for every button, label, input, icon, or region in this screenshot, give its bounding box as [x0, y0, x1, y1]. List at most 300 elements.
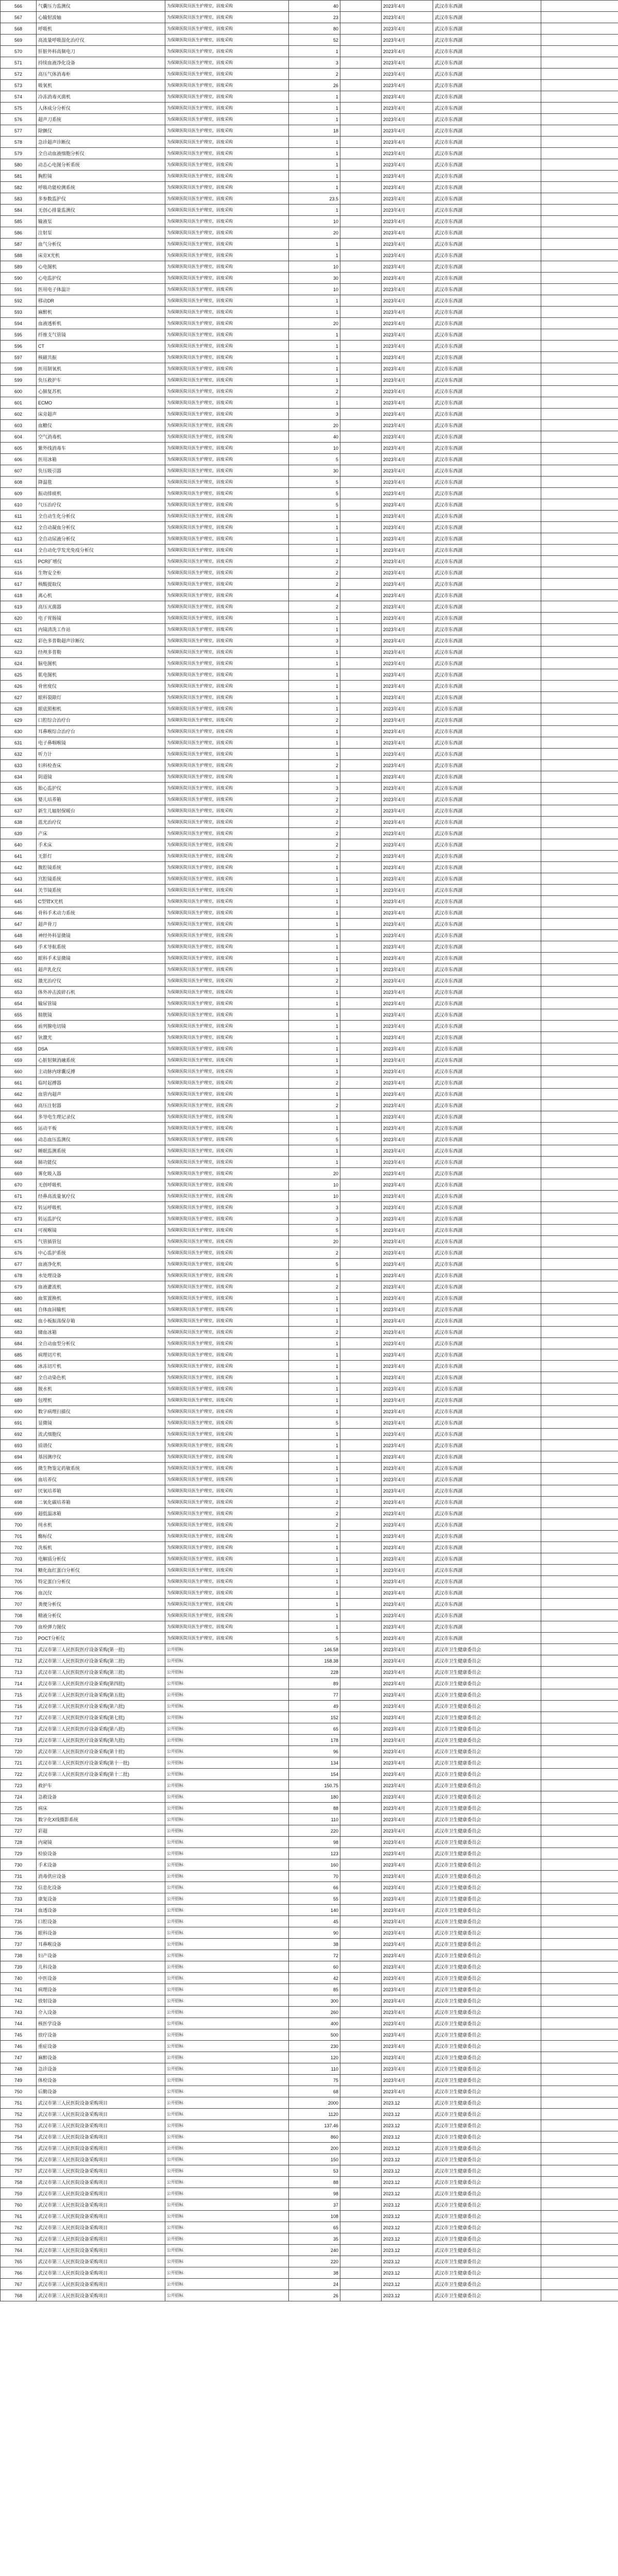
table-row: [1, 1157, 618, 1168]
table-cell: 1: [289, 885, 340, 896]
table-cell: 1: [289, 964, 340, 975]
table-cell: [340, 103, 382, 114]
table-row: [1, 1247, 618, 1259]
table-cell: 武汉市卫生健康委员会: [433, 1939, 541, 1950]
table-cell: 为保障医院员医生护理室，固废采购: [165, 1202, 289, 1213]
table-cell: 武汉市东西湖: [433, 1066, 541, 1077]
table-cell: [541, 1814, 618, 1825]
table-cell: 603: [1, 420, 37, 431]
table-cell: [340, 590, 382, 601]
table-row: [1, 692, 618, 703]
table-cell: 医用冰箱: [37, 454, 165, 465]
table-cell: [541, 1213, 618, 1225]
table-cell: 2023年4月: [382, 1372, 433, 1383]
table-cell: 全自动化学发光免疫分析仪: [37, 545, 165, 556]
table-cell: 2023年4月: [382, 1995, 433, 2007]
table-cell: [340, 1712, 382, 1723]
table-cell: [340, 1497, 382, 1508]
table-row: [1, 885, 618, 896]
table-cell: 583: [1, 193, 37, 205]
table-cell: 1: [289, 1440, 340, 1451]
table-cell: [340, 499, 382, 511]
table-cell: 手术床: [37, 839, 165, 851]
table-cell: 2023年4月: [382, 1225, 433, 1236]
table-cell: 2023年4月: [382, 284, 433, 295]
table-row: [1, 998, 618, 1009]
table-cell: 500: [289, 2029, 340, 2041]
table-cell: [340, 1315, 382, 1327]
table-cell: [340, 1293, 382, 1304]
table-cell: 武汉市东西湖: [433, 930, 541, 941]
table-cell: 为保障医院员医生护理室，固废采购: [165, 805, 289, 817]
table-cell: [340, 975, 382, 987]
table-cell: 2023年4月: [382, 125, 433, 137]
table-cell: [541, 2199, 618, 2211]
table-cell: 为保障医院员医生护理室，固废采购: [165, 1610, 289, 1621]
table-cell: 629: [1, 715, 37, 726]
table-cell: 武汉市卫生健康委员会: [433, 1905, 541, 1916]
table-cell: 683: [1, 1327, 37, 1338]
table-cell: [541, 1644, 618, 1655]
table-cell: [541, 2256, 618, 2267]
table-row: [1, 1565, 618, 1576]
table-cell: 741: [1, 1984, 37, 1995]
table-cell: [340, 658, 382, 669]
table-cell: [541, 647, 618, 658]
table-cell: [340, 511, 382, 522]
table-cell: 674: [1, 1225, 37, 1236]
table-cell: 152: [289, 1712, 340, 1723]
table-cell: [541, 1009, 618, 1021]
table-cell: 为保障医院员医生护理室，固废采购: [165, 1247, 289, 1259]
table-cell: 760: [1, 2199, 37, 2211]
table-body: [1, 1, 618, 2301]
table-cell: 为保障医院员医生护理室，固废采购: [165, 703, 289, 715]
table-cell: 武汉市东西湖: [433, 1406, 541, 1417]
table-row: [1, 2211, 618, 2222]
table-cell: 88: [289, 2177, 340, 2188]
table-row: [1, 1599, 618, 1610]
table-cell: [541, 726, 618, 737]
table-cell: 2023年4月: [382, 941, 433, 953]
table-cell: 200: [289, 2143, 340, 2154]
table-cell: [541, 114, 618, 125]
table-row: [1, 125, 618, 137]
table-cell: 591: [1, 284, 37, 295]
table-row: [1, 715, 618, 726]
table-cell: 2023年4月: [382, 1270, 433, 1281]
table-cell: 610: [1, 499, 37, 511]
table-cell: 2023年4月: [382, 57, 433, 69]
table-cell: 668: [1, 1157, 37, 1168]
table-cell: 110: [289, 2063, 340, 2075]
table-cell: 2023.12: [382, 2131, 433, 2143]
table-cell: [541, 828, 618, 839]
table-cell: [340, 2188, 382, 2199]
table-cell: 613: [1, 533, 37, 545]
table-cell: 公开招标: [165, 2097, 289, 2109]
table-cell: 2023年4月: [382, 1281, 433, 1293]
table-cell: 武汉市东西湖: [433, 601, 541, 613]
table-cell: 2023年4月: [382, 1916, 433, 1927]
table-cell: 纯水机: [37, 1519, 165, 1531]
table-cell: 武汉市卫生健康委员会: [433, 1893, 541, 1905]
table-cell: 2023年4月: [382, 1610, 433, 1621]
table-cell: 转运呼吸机: [37, 1202, 165, 1213]
table-cell: [541, 2177, 618, 2188]
table-row: [1, 57, 618, 69]
table-row: [1, 545, 618, 556]
table-row: [1, 239, 618, 250]
table-cell: 601: [1, 397, 37, 409]
table-cell: 714: [1, 1678, 37, 1689]
table-cell: 内窥镜: [37, 1837, 165, 1848]
table-cell: 武汉市东西湖: [433, 1372, 541, 1383]
table-cell: 武汉市第三人民医院设备采购项目: [37, 2222, 165, 2233]
table-cell: [541, 284, 618, 295]
table-cell: 血液净化机: [37, 1259, 165, 1270]
table-cell: 腹腔镜系统: [37, 862, 165, 873]
table-cell: 2023年4月: [382, 273, 433, 284]
table-row: [1, 2075, 618, 2086]
table-row: [1, 1361, 618, 1372]
table-row: [1, 1633, 618, 1644]
table-row: [1, 443, 618, 454]
table-cell: 公开招标: [165, 1723, 289, 1735]
table-cell: 2023年4月: [382, 1032, 433, 1043]
table-cell: [541, 2143, 618, 2154]
table-cell: 为保障医院员医生护理室，固废采购: [165, 205, 289, 216]
table-cell: 2023年4月: [382, 1168, 433, 1179]
table-cell: 呼吸机: [37, 23, 165, 35]
table-cell: 为保障医院员医生护理室，固废采购: [165, 726, 289, 737]
table-cell: 651: [1, 964, 37, 975]
table-cell: [340, 1191, 382, 1202]
table-cell: 2023年4月: [382, 1655, 433, 1667]
table-cell: 2023年4月: [382, 1769, 433, 1780]
table-cell: 为保障医院员医生护理室，固废采购: [165, 851, 289, 862]
table-row: [1, 1349, 618, 1361]
table-cell: 武汉市东西湖: [433, 1542, 541, 1553]
table-cell: 2023年4月: [382, 1565, 433, 1576]
table-cell: [340, 148, 382, 159]
table-cell: [340, 953, 382, 964]
table-cell: 武汉市卫生健康委员会: [433, 2290, 541, 2301]
table-cell: 2023年4月: [382, 137, 433, 148]
table-cell: 240: [289, 2245, 340, 2256]
table-cell: POCT分析仪: [37, 1633, 165, 1644]
table-cell: 2023.12: [382, 2143, 433, 2154]
table-cell: 260: [289, 2007, 340, 2018]
table-row: [1, 1769, 618, 1780]
table-cell: 输液泵: [37, 216, 165, 227]
table-cell: [340, 2267, 382, 2279]
table-cell: 为保障医院员医生护理室，固废采购: [165, 839, 289, 851]
table-cell: 心输射波轴: [37, 12, 165, 23]
table-row: [1, 1236, 618, 1247]
table-cell: [340, 1100, 382, 1111]
table-row: [1, 1043, 618, 1055]
table-row: [1, 2188, 618, 2199]
table-cell: 42: [289, 1973, 340, 1984]
table-cell: [541, 975, 618, 987]
table-cell: 公开招标: [165, 1689, 289, 1701]
table-cell: 武汉市卫生健康委员会: [433, 1689, 541, 1701]
table-cell: [340, 69, 382, 80]
table-cell: 公开招标: [165, 2211, 289, 2222]
table-cell: 武汉市东西湖: [433, 987, 541, 998]
table-cell: 公开招标: [165, 2029, 289, 2041]
table-row: [1, 261, 618, 273]
table-cell: 20: [289, 318, 340, 329]
table-cell: 公开招标: [165, 2018, 289, 2029]
table-cell: 670: [1, 1179, 37, 1191]
table-cell: 595: [1, 329, 37, 341]
table-cell: [541, 692, 618, 703]
table-cell: 643: [1, 873, 37, 885]
table-cell: 1: [289, 624, 340, 635]
table-cell: CT: [37, 341, 165, 352]
table-cell: 2023年4月: [382, 839, 433, 851]
table-cell: 公开招标: [165, 1984, 289, 1995]
table-cell: 3: [289, 1202, 340, 1213]
table-cell: 武汉市第三人民医院设备采购项目: [37, 2109, 165, 2120]
table-cell: 2023年4月: [382, 907, 433, 919]
table-cell: 90: [289, 1927, 340, 1939]
table-cell: [541, 1712, 618, 1723]
table-cell: 2023.12: [382, 2199, 433, 2211]
table-cell: [541, 2188, 618, 2199]
table-cell: 2023年4月: [382, 103, 433, 114]
table-row: [1, 1746, 618, 1757]
table-row: [1, 409, 618, 420]
table-cell: [340, 567, 382, 579]
table-cell: 武汉市东西湖: [433, 1191, 541, 1202]
table-cell: 武汉市东西湖: [433, 1, 541, 12]
table-cell: [340, 1168, 382, 1179]
table-cell: 为保障医院员医生护理室，固废采购: [165, 1089, 289, 1100]
table-cell: 为保障医院员医生护理室，固废采购: [165, 250, 289, 261]
table-cell: 武汉市东西湖: [433, 307, 541, 318]
table-cell: [541, 1667, 618, 1678]
table-cell: [541, 216, 618, 227]
table-cell: 为保障医院员医生护理室，固废采购: [165, 907, 289, 919]
table-cell: [340, 307, 382, 318]
table-row: [1, 159, 618, 171]
table-cell: 2023年4月: [382, 726, 433, 737]
table-cell: 2023年4月: [382, 159, 433, 171]
table-cell: 武汉市卫生健康委员会: [433, 2154, 541, 2165]
table-cell: 594: [1, 318, 37, 329]
table-row: [1, 919, 618, 930]
table-cell: 742: [1, 1995, 37, 2007]
table-cell: [541, 1757, 618, 1769]
table-cell: 1: [289, 998, 340, 1009]
table-cell: [340, 182, 382, 193]
table-cell: 公开招标: [165, 1973, 289, 1984]
table-cell: 高流量呼吸湿化治疗仪: [37, 35, 165, 46]
table-cell: 彩色多普勒超声诊断仪: [37, 635, 165, 647]
table-cell: 2023年4月: [382, 1055, 433, 1066]
table-cell: 公开招标: [165, 1916, 289, 1927]
table-cell: 武汉市东西湖: [433, 1168, 541, 1179]
table-cell: [541, 1927, 618, 1939]
table-row: [1, 533, 618, 545]
table-row: [1, 12, 618, 23]
table-cell: [541, 2131, 618, 2143]
table-cell: 多导电生理记录仪: [37, 1111, 165, 1123]
table-cell: 671: [1, 1191, 37, 1202]
table-cell: 人体成分分析仪: [37, 103, 165, 114]
table-cell: 2023年4月: [382, 590, 433, 601]
table-cell: 2023年4月: [382, 318, 433, 329]
table-cell: 1: [289, 613, 340, 624]
table-row: [1, 2267, 618, 2279]
table-cell: 650: [1, 953, 37, 964]
table-cell: 699: [1, 1508, 37, 1519]
table-cell: 武汉市东西湖: [433, 1236, 541, 1247]
table-row: [1, 1077, 618, 1089]
table-cell: [541, 2279, 618, 2290]
table-cell: 678: [1, 1270, 37, 1281]
table-cell: 为保障医院员医生护理室，固废采购: [165, 1565, 289, 1576]
table-cell: 粪便分析仪: [37, 1599, 165, 1610]
table-cell: [340, 681, 382, 692]
table-cell: 1: [289, 1587, 340, 1599]
table-cell: 武汉市东西湖: [433, 862, 541, 873]
table-cell: [340, 318, 382, 329]
table-cell: [340, 579, 382, 590]
table-cell: 武汉市东西湖: [433, 431, 541, 443]
table-row: [1, 307, 618, 318]
table-cell: 体外冲击波碎石机: [37, 987, 165, 998]
table-cell: 644: [1, 885, 37, 896]
table-cell: 596: [1, 341, 37, 352]
table-cell: 1: [289, 1157, 340, 1168]
table-cell: 2023年4月: [382, 1247, 433, 1259]
table-row: [1, 171, 618, 182]
table-cell: 2: [289, 975, 340, 987]
table-cell: [541, 567, 618, 579]
table-cell: [340, 1134, 382, 1145]
table-cell: 2023年4月: [382, 1961, 433, 1973]
table-cell: 573: [1, 80, 37, 91]
table-cell: 武汉市东西湖: [433, 1270, 541, 1281]
table-cell: 65: [289, 2222, 340, 2233]
table-cell: 2023.12: [382, 2279, 433, 2290]
table-cell: 武汉市东西湖: [433, 1259, 541, 1270]
table-cell: 为保障医院员医生护理室，固废采购: [165, 1270, 289, 1281]
table-cell: C型臂X光机: [37, 896, 165, 907]
table-cell: 武汉市东西湖: [433, 613, 541, 624]
table-cell: 55: [289, 1893, 340, 1905]
table-row: [1, 1723, 618, 1735]
table-cell: [541, 1463, 618, 1474]
table-cell: 吸氧机: [37, 80, 165, 91]
table-cell: 公开招标: [165, 1882, 289, 1893]
table-cell: [340, 227, 382, 239]
table-cell: 582: [1, 182, 37, 193]
table-cell: 220: [289, 2256, 340, 2267]
table-cell: 武汉市东西湖: [433, 794, 541, 805]
table-cell: 2023年4月: [382, 250, 433, 261]
table-cell: 纤维支气管镜: [37, 329, 165, 341]
table-cell: 3: [289, 409, 340, 420]
table-cell: 178: [289, 1735, 340, 1746]
table-row: [1, 1712, 618, 1723]
table-cell: 消毒供应设备: [37, 1871, 165, 1882]
table-cell: 2023.12: [382, 2267, 433, 2279]
table-cell: PCR扩增仪: [37, 556, 165, 567]
table-cell: 2023年4月: [382, 2018, 433, 2029]
table-row: [1, 1678, 618, 1689]
table-cell: [340, 1633, 382, 1644]
table-cell: 2023年4月: [382, 1293, 433, 1304]
table-row: [1, 1021, 618, 1032]
table-cell: 2023年4月: [382, 12, 433, 23]
table-cell: 为保障医院员医生护理室，固废采购: [165, 749, 289, 760]
table-cell: [340, 1247, 382, 1259]
table-cell: 49: [289, 1701, 340, 1712]
table-cell: 1: [289, 1621, 340, 1633]
table-cell: [541, 522, 618, 533]
table-cell: [541, 2097, 618, 2109]
table-cell: [340, 1451, 382, 1463]
table-cell: [541, 1485, 618, 1497]
table-cell: [541, 409, 618, 420]
table-cell: [340, 1361, 382, 1372]
table-cell: 2023年4月: [382, 1735, 433, 1746]
table-cell: [340, 737, 382, 749]
table-cell: [541, 851, 618, 862]
table-cell: 武汉市第三人民医院设备采购项目: [37, 2188, 165, 2199]
table-cell: 为保障医院员医生护理室，固废采购: [165, 375, 289, 386]
table-cell: [340, 137, 382, 148]
table-cell: 860: [289, 2131, 340, 2143]
table-cell: [340, 2131, 382, 2143]
table-cell: [340, 1678, 382, 1689]
table-cell: 武汉市东西湖: [433, 250, 541, 261]
table-row: [1, 193, 618, 205]
table-row: [1, 2120, 618, 2131]
table-cell: 1: [289, 1463, 340, 1474]
table-cell: 空气消毒机: [37, 431, 165, 443]
table-cell: 710: [1, 1633, 37, 1644]
table-cell: 5: [289, 1225, 340, 1236]
table-cell: 737: [1, 1939, 37, 1950]
table-cell: 武汉市第三人民医院医疗设备采购(第十一批): [37, 1757, 165, 1769]
table-row: [1, 1655, 618, 1667]
table-cell: [340, 1791, 382, 1803]
table-cell: 武汉市卫生健康委员会: [433, 2165, 541, 2177]
table-cell: 646: [1, 907, 37, 919]
table-cell: 武汉市东西湖: [433, 1247, 541, 1259]
table-cell: 武汉市东西湖: [433, 499, 541, 511]
table-cell: 武汉市东西湖: [433, 590, 541, 601]
table-cell: 89: [289, 1678, 340, 1689]
table-cell: 武汉市东西湖: [433, 159, 541, 171]
table-cell: 2: [289, 1247, 340, 1259]
table-cell: 98: [289, 1837, 340, 1848]
table-row: [1, 1134, 618, 1145]
table-cell: [541, 1145, 618, 1157]
table-row: [1, 1497, 618, 1508]
table-cell: 脑电图机: [37, 658, 165, 669]
table-cell: 2023.12: [382, 2177, 433, 2188]
table-cell: 617: [1, 579, 37, 590]
table-cell: 武汉市卫生健康委员会: [433, 1735, 541, 1746]
table-cell: 645: [1, 896, 37, 907]
